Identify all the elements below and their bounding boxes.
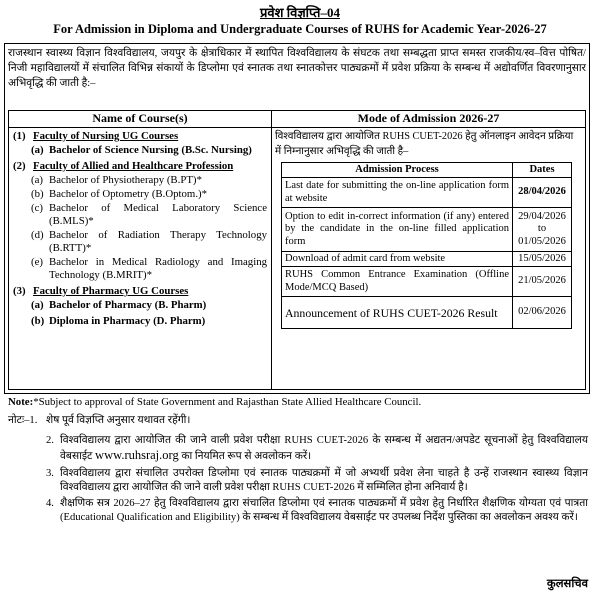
course-item: (e) Bachelor in Medical Radiology and Imaging Technology (B.MRIT)* xyxy=(31,256,267,281)
course-list xyxy=(9,128,272,390)
admission-mode-cell xyxy=(272,128,586,390)
course-table xyxy=(8,110,586,390)
course-item: (b) Diploma in Pharmacy (D. Pharm) xyxy=(31,315,206,327)
process-date: 21/05/2026 xyxy=(513,267,572,297)
process-date: 29/04/2026 to 01/05/2026 xyxy=(513,208,572,252)
faculty-heading: (3) Faculty of Pharmacy UG Courses xyxy=(13,285,189,297)
note-item xyxy=(8,434,588,464)
note-text: शेष पूर्व विज्ञप्ति अनुसार यथावत रहेंगी। xyxy=(46,415,191,426)
process-text: Last date for submitting the on-line application form at website xyxy=(282,178,513,208)
process-date: 15/05/2026 xyxy=(513,252,572,267)
course-item: (a) Bachelor of Pharmacy (B. Pharm) xyxy=(31,299,207,311)
hindi-notes xyxy=(8,414,588,525)
course-item: (d) Bachelor of Radiation Therapy Technology (B.RTT)* xyxy=(31,229,267,254)
faculty-heading: (2) Faculty of Allied and Healthcare Profession xyxy=(13,160,234,172)
process-text: Announcement of RUHS CUET-2026 Result xyxy=(282,297,513,329)
note-item xyxy=(8,497,588,525)
intro-paragraph: राजस्थान स्वास्थ्य विज्ञान विश्वविद्यालय, जयपुर के क्षेत्राधिकार में स्थापित विश्वविद्यालय के संघटक तथा सम्बद्धता प्राप्त समस्त राजकीय/स्व–वित्त पोषित/निजी महाविद्यालयों में संचालित विभिन्न संकायों के डिप्लोमा एवं स्नातक तथा स्नातकोत्तर पाठ्यक्रमों में प्रवेश प्रक्रिया के सम्बन्ध में अद्योवर्णित विवरणानुसार अभिवृद्धि की जाती है:– xyxy=(8,48,586,89)
english-note: Note:*Subject to approval of State Government and Rajasthan State Allied Healthcare Council. xyxy=(8,396,422,408)
dates-header: Dates xyxy=(513,163,572,178)
process-row xyxy=(282,297,572,329)
note-number: 2. xyxy=(46,435,54,447)
process-date: 28/04/2026 xyxy=(513,178,572,208)
faculty-heading: (1) Faculty of Nursing UG Courses xyxy=(13,130,179,142)
course-item: (c) Bachelor of Medical Laboratory Science (B.MLS)* xyxy=(31,202,267,227)
process-row xyxy=(282,267,572,297)
admission-process-table xyxy=(281,162,572,329)
mode-column-header: Mode of Admission 2026-27 xyxy=(272,111,586,128)
note-text: विश्वविद्यालय द्वारा आयोजित की जाने वाली प्रवेश परीक्षा RUHS CUET-2026 के सम्बन्ध में अद्यतन/अपडेट सूचनाओं हेतु विश्वविद्यालय वेबसाईट www.ruhsraj.org का नियमित रूप से अवलोकन करें। xyxy=(60,435,588,463)
process-date: 02/06/2026 xyxy=(513,297,572,329)
process-text: Download of admit card from website xyxy=(282,252,513,267)
process-row xyxy=(282,252,572,267)
process-row xyxy=(282,208,572,252)
notice-title-hindi: प्रवेश विज्ञप्ति–04 xyxy=(260,5,340,20)
website-link[interactable]: www.ruhsraj.org xyxy=(95,448,179,463)
registrar-signature: कुलसचिव xyxy=(546,578,588,590)
process-text: RUHS Common Entrance Examination (Offline Mode/MCQ Based) xyxy=(282,267,513,297)
note-item xyxy=(8,414,588,428)
process-row xyxy=(282,178,572,208)
note-text: शैक्षणिक सत्र 2026–27 हेतु विश्वविद्यालय द्वारा संचालित डिप्लोमा एवं स्नातक पाठ्यक्रमों में प्रवेश हेतु निर्धारित शैक्षणिक योग्यता एवं पात्रता (Educational Qualification and Eligibility) के सम्बन्ध में विश्वविद्यालय वेबसाईट पर उपलब्ध निर्देश पुस्तिका का अवलोकन अवश्य करें। xyxy=(60,498,588,524)
course-item: (a) Bachelor of Science Nursing (B.Sc. Nursing) xyxy=(31,144,252,156)
process-header: Admission Process xyxy=(282,163,513,178)
notes-label: नोटः–1. xyxy=(8,415,38,426)
note-number: 3. xyxy=(46,467,54,479)
note-text: विश्वविद्यालय द्वारा संचालित उपरोक्त डिप्लोमा एवं स्नातक पाठ्यक्रमों में जो अभ्यर्थी प्रवेश लेना चाहते है उन्हें राजस्थान स्वास्थ्य विज्ञान विश्वविद्यालय द्वारा आयोजित की जाने वाली प्रवेश परीक्षा RUHS CUET-2026 में सम्मिलित होना अनिवार्य है। xyxy=(60,467,588,493)
mode-intro: विश्वविद्यालय द्वारा आयोजित RUHS CUET-2026 हेतु ऑनलाइन आवेदन प्रक्रिया में निम्नानुसार अभिवृद्धि की जाती है– xyxy=(275,131,574,157)
course-column-header: Name of Course(s) xyxy=(9,111,272,128)
notice-title-english: For Admission in Diploma and Undergraduate Courses of RUHS for Academic Year-2026-27 xyxy=(53,22,547,36)
course-item: (b) Bachelor of Optometry (B.Optom.)* xyxy=(31,188,208,200)
note-number: 4. xyxy=(46,498,54,510)
course-item: (a) Bachelor of Physiotherapy (B.PT)* xyxy=(31,174,202,186)
process-text: Option to edit in-correct information (if any) entered by the candidate in the on-line filled application form xyxy=(282,208,513,252)
note-item xyxy=(8,467,588,495)
